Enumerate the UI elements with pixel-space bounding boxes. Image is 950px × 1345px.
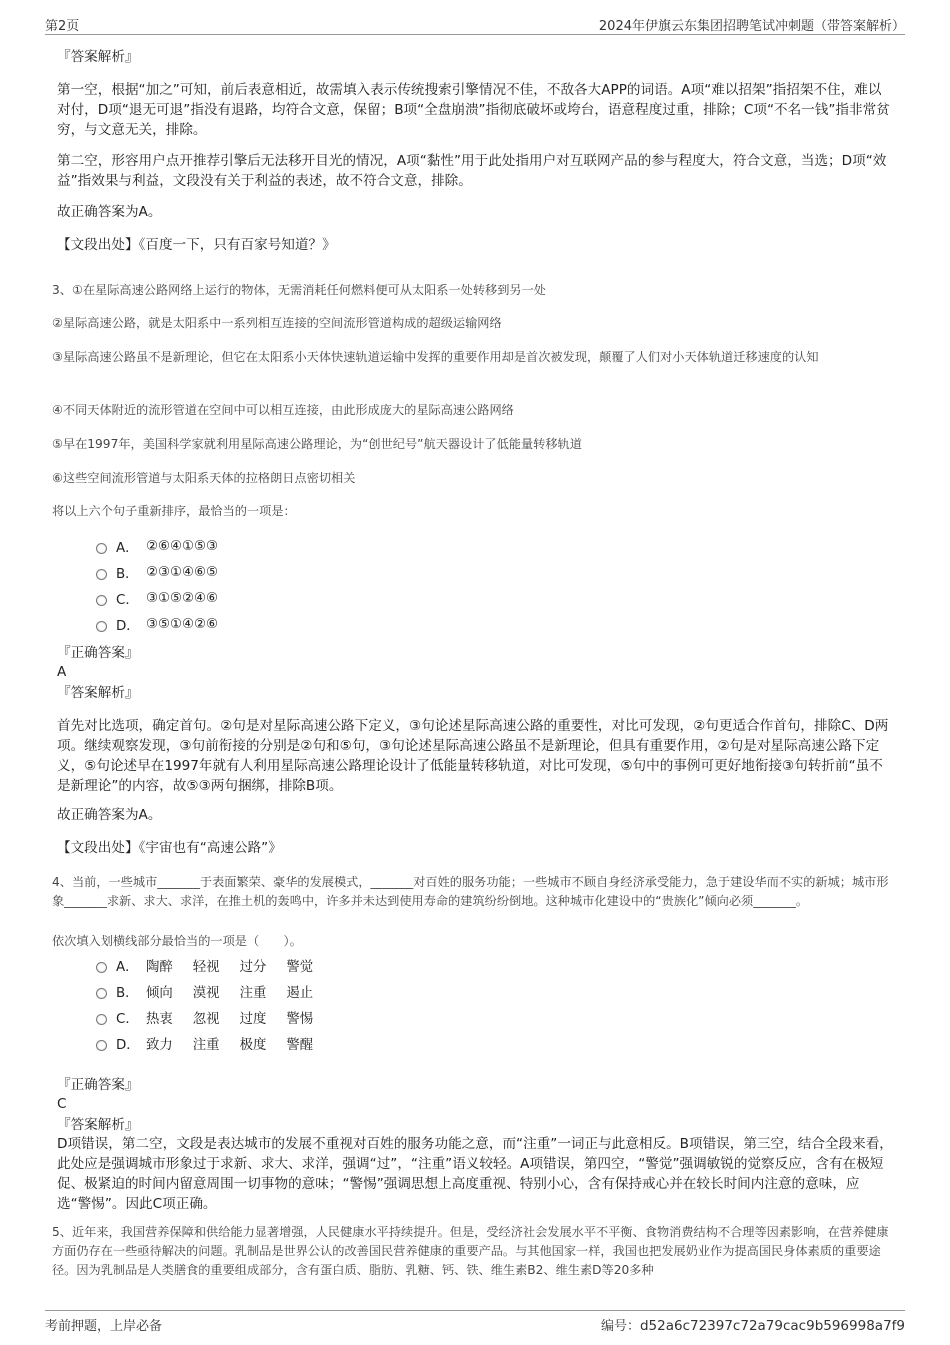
q5-text: 5、近年来，我国营养保障和供给能力显著增强，人民健康水平持续提升。但是，受经济社会发展水平不平衡、食物消费结构不合理等因素影响，在营养健康方面仍存在一些亟待解决的问题。乳制品是世界公认的改善国民营养健康的重要产品。与其他国家一样，我国也把发展奶业作为提高国民身体素质的重要途径。因为乳制品是人类膳食的重要组成部分，含有蛋白质、脂肪、乳糖、钙、铁、维生素B2、维生素D等20多种 — [52, 1225, 889, 1277]
q2-source: 【文段出处】《百度一下，只有百家号知道？》 — [57, 237, 336, 253]
q4-option-a[interactable]: A． 陶醉 轻视 过分 警觉 — [96, 956, 333, 975]
q3-sentence-3: ③星际高速公路虽不是新理论，但它在太阳系小天体快速轨道运输中发挥的重要作用却是首次被发现，颠覆了人们对小天体轨道迁移速度的认知 — [52, 350, 819, 364]
q3-sentence-4: ④不同天体附近的流形管道在空间中可以相互连接，由此形成庞大的星际高速公路网络 — [52, 403, 514, 417]
q3-option-b[interactable]: B． ②③①④⑥⑤ — [96, 563, 218, 582]
page-number: 第2页 — [45, 19, 80, 34]
q3-answer-label: 『正确答案』 — [57, 645, 139, 661]
q4-option-c[interactable]: C． 热衷 忽视 过度 警惕 — [96, 1008, 333, 1027]
q2-analysis-para1: 第一空，根据“加之”可知，前后表意相近，故需填入表示传统搜索引擎情况不佳，不敌各大APP的词语。A项“难以招架”指招架不住，难以对付，D项“退无可退”指没有退路，均符合文意，保留；B项“全盘崩溃”指彻底破坏或垮台，语意程度过重，排除；C项“不名一钱”指非常贫穷，与文意无关，排除。 — [57, 82, 890, 138]
q3-option-c[interactable]: C． ③①⑤②④⑥ — [96, 589, 218, 608]
footer-code — [601, 1315, 905, 1334]
q4-answer-label: 『正确答案』 — [57, 1077, 139, 1093]
radio-icon[interactable] — [96, 569, 107, 580]
radio-icon[interactable] — [96, 543, 107, 554]
q3-sentence-1: 3、①在星际高速公路网络上运行的物体，无需消耗任何燃料便可从太阳系一处转移到另一处 — [52, 283, 546, 297]
footer-slogan: 考前押题，上岸必备 — [45, 1319, 163, 1334]
q2-conclusion: 故正确答案为A。 — [57, 204, 162, 220]
q3-source: 【文段出处】《宇宙也有“高速公路”》 — [57, 840, 282, 856]
page-header — [45, 12, 905, 35]
radio-icon[interactable] — [96, 595, 107, 606]
footer-code-label: 编号： — [600, 1319, 640, 1334]
radio-icon[interactable] — [96, 621, 107, 632]
q3-option-d[interactable]: D． ③⑤①④②⑥ — [96, 615, 218, 634]
q3-sentence-5: ⑤早在1997年，美国科学家就利用星际高速公路理论，为“创世纪号”航天器设计了低能量转移轨道 — [52, 437, 582, 451]
q4-answer: C — [57, 1096, 67, 1112]
q4-analysis-label: 『答案解析』 — [57, 1117, 139, 1133]
q4-prompt: 依次填入划横线部分最恰当的一项是（ ）。 — [52, 934, 302, 948]
q3-answer: A — [57, 664, 67, 680]
q2-analysis-label: 『答案解析』 — [57, 49, 139, 65]
q3-option-a[interactable]: A． ②⑥④①⑤③ — [96, 537, 218, 556]
radio-icon[interactable] — [96, 1014, 107, 1025]
q4-option-d[interactable]: D． 致力 注重 极度 警醒 — [96, 1034, 333, 1053]
q2-analysis-para2: 第二空，形容用户点开推荐引擎后无法移开目光的情况，A项“黏性”用于此处指用户对互联网产品的参与程度大，符合文意，当选；D项“效益”指效果与利益，文段没有关于利益的表述，故不符合文意，排除。 — [57, 153, 887, 189]
q3-conclusion: 故正确答案为A。 — [57, 807, 162, 823]
q3-sentence-2: ②星际高速公路，就是太阳系中一系列相互连接的空间流形管道构成的超级运输网络 — [52, 316, 502, 330]
q3-analysis: 首先对比选项，确定首句。②句是对星际高速公路下定义，③句论述星际高速公路的重要性，对比可发现，②句更适合作首句，排除C、D两项。继续观察发现，③句前衔接的分别是②句和⑤句，③句论述星际高速公路虽不是新理论，但具有重要作用，②句是对星际高速公路下定义，⑤句论述早在1997年就有人利用星际高速公路理论设计了低能量转移轨道，对比可发现，⑤句中的事例可更好地衔接③句转折前“虽不是新理论”的内容，故⑤③两句捆绑，排除B项。 — [57, 718, 889, 794]
radio-icon[interactable] — [96, 988, 107, 999]
footer-code-value: d52a6c72397c72a79cac9b596998a7f9 — [639, 1318, 905, 1334]
page-footer — [45, 1310, 905, 1335]
document-title: 2024年伊旗云东集团招聘笔试冲刺题（带答案解析） — [598, 19, 905, 34]
radio-icon[interactable] — [96, 962, 107, 973]
q4-option-b[interactable]: B． 倾向 漠视 注重 遏止 — [96, 982, 333, 1001]
q3-prompt: 将以上六个句子重新排序，最恰当的一项是： — [52, 504, 296, 518]
q4-analysis: D项错误，第二空，文段是表达城市的发展不重视对百姓的服务功能之意，而“注重”一词正与此意相反。B项错误，第三空，结合全段来看，此处应是强调城市形象过于求新、求大、求洋，强调“过”，“注重”语义较轻。A项错误，第四空，“警觉”强调敏锐的觉察反应，含有在极短促、极紧迫的时间内留意周围一切事物的意味；“警惕”强调思想上高度重视、特别小心，含有保持戒心并在较长时间内注意的意味，应选“警惕”。因此C项正确。 — [57, 1136, 893, 1212]
q3-analysis-label: 『答案解析』 — [57, 685, 139, 701]
q3-sentence-6: ⑥这些空间流形管道与太阳系天体的拉格朗日点密切相关 — [52, 471, 356, 485]
radio-icon[interactable] — [96, 1040, 107, 1051]
q4-stem: 4、当前，一些城市_______于表面繁荣、豪华的发展模式，_______对百姓的服务功能；一些城市不顾自身经济承受能力，急于建设华而不实的新城；城市形象_______求新、求大、求洋，在推土机的轰鸣中，许多并未达到使用寿命的建筑纷纷倒地。这种城市化建设中的“贵族化”倾向必须_______。 — [52, 875, 889, 908]
